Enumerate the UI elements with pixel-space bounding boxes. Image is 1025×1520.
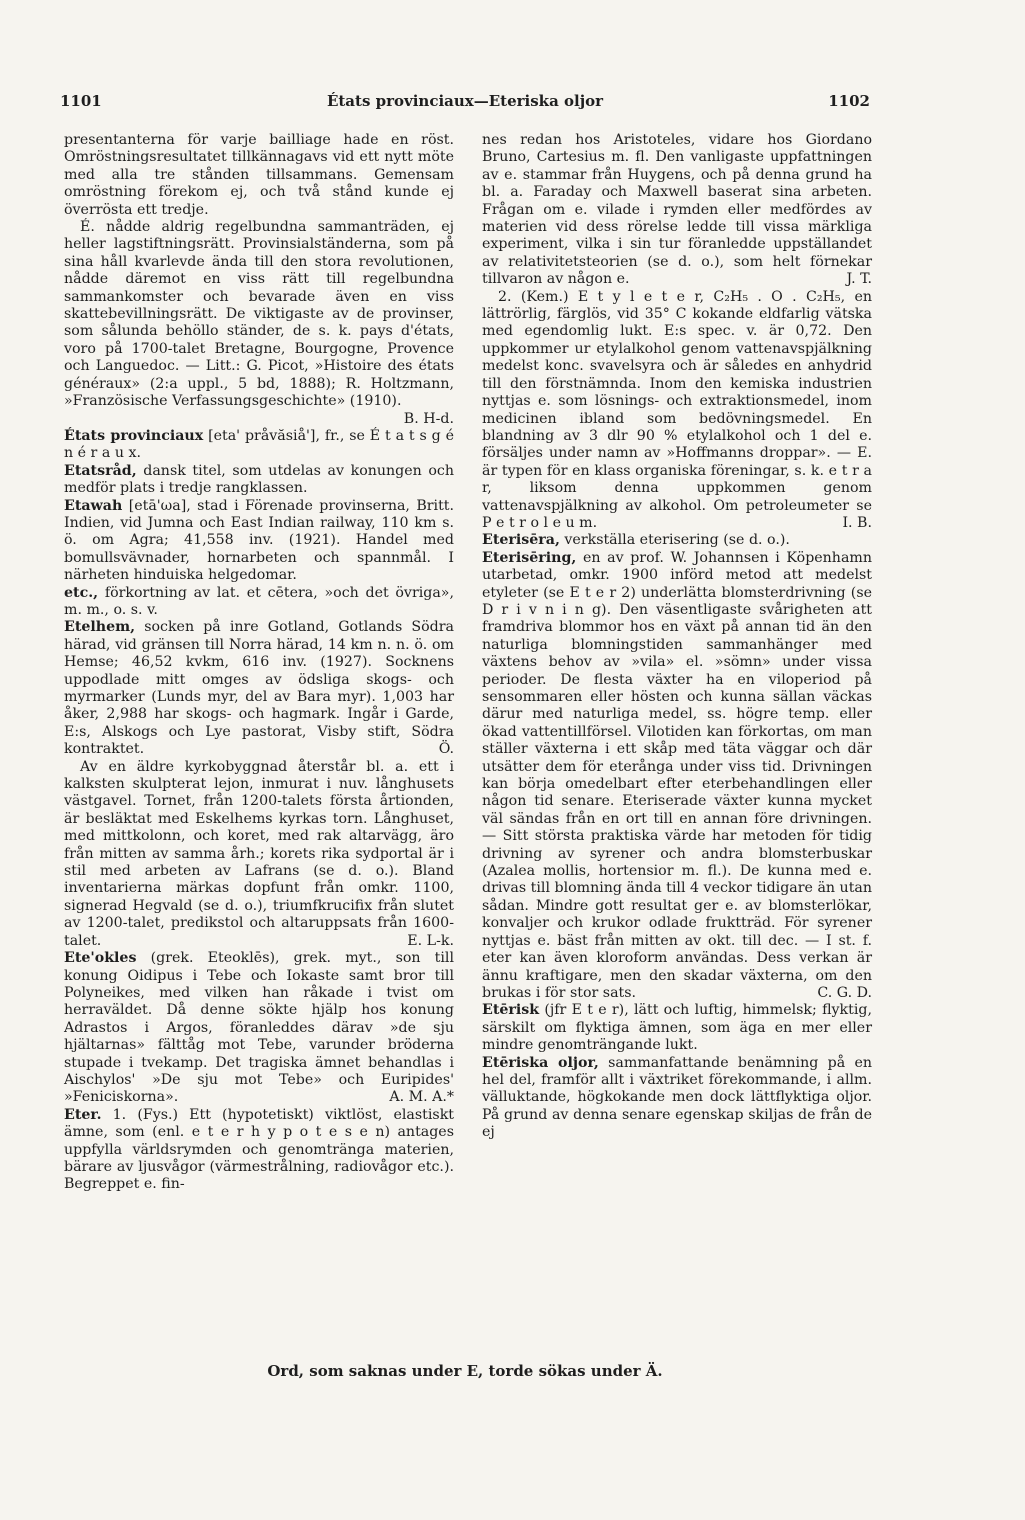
entry-text: sammanfattande benämning på en hel del, framför allt i växtriket förekommande, i allm. välluktande, högkokande men dock lättflyktiga oljor. På grund av denna senare egenskap skiljas de från de ej: [482, 1054, 872, 1141]
entry-text: [etā'ωa], stad i Förenade provinserna, Britt. Indien, vid Jumna och East Indian railway, 110 km s. ö. om Agra; 41,558 inv. (1921). Handel med bomullsvävnader, hornarbeten och spannmål. I närheten hinduiska helgedomar.: [64, 497, 454, 584]
entry-headword: etc.,: [64, 584, 99, 601]
paragraph-text: presentanterna för varje bailliage hade en röst. Omröstningsresultatet tillkännagavs vid ett nytt möte med alla tre stånden tillsammans. Gemensam omröstning förekom ej, och två stånd kunde ej överrösta ett tredje.: [64, 132, 454, 218]
entry-text: [eta' pråvăsiå'], fr., se É t a t s g é n é r a u x.: [64, 427, 454, 462]
entry-text: 1. (Fys.) Ett (hypotetiskt) viktlöst, elastiskt ämne, som (enl. e t e r h y p o t e s e n) antages uppfylla världsrymden och genomtränga materien, bärare av ljusvågor (värmestrålning, radiovågor etc.). Begreppet e. fin-: [64, 1106, 454, 1193]
entry-text: dansk titel, som utdelas av konungen och medför plats i tredje rangklassen.: [64, 462, 454, 497]
entry-text: (grek. Eteoklēs), grek. myt., son till konung Oidipus i Tebe och Iokaste samt bror till Polyneikes, med vilken han råkade i tvist om herraväldet. Då denne sökte hjälp hos konung Adrastos i Argos, föranleddes därav »de sju hjältarnas» fälttåg mot Tebe, varunder bröderna stupade i tvekamp. Det tragiska ämnet behandlas i Aischylos' »De sju mot Tebe» och Euripides' »Feniciskorna».: [64, 950, 454, 1106]
entry-headword: Etelhem,: [64, 619, 136, 636]
paragraph: [482, 289, 872, 533]
entry-headword: Etawah: [64, 497, 123, 514]
dictionary-entry: [64, 1107, 454, 1194]
entry-headword: Etatsråd,: [64, 462, 137, 479]
page-header: [60, 92, 870, 122]
entry-headword: Eter.: [64, 1106, 102, 1123]
dictionary-entry: [64, 498, 454, 585]
entry-headword: Eterisēring,: [482, 549, 577, 566]
paragraph: [64, 219, 454, 428]
paragraph-text: Av en äldre kyrkobyggnad återstår bl. a. ett i kalksten skulpterat lejon, inmurat i nuv. långhusets västgavel. Tornet, från 1200-talets första årtionden, är besläktat med Eskelhems kyrkas torn. Långhuset, med mittkolonn, och koret, med rak altarvägg, äro från mitten av samma årh.; korets rika sydportal är i stil med arbeten av Lafrans (se d. o.). Bland inventarierna märkas dopfunt från omkr. 1100, signerad Hegvald (se d. o.), triumfkrucifix från slutet av 1200-talet, predikstol och altaruppsats från 1600-talet.: [64, 758, 454, 949]
paragraph: [64, 759, 454, 950]
author-signature: I. B.: [842, 514, 872, 531]
entry-headword: Etēriska oljor,: [482, 1054, 599, 1071]
author-signature: J. T.: [846, 271, 872, 288]
author-signature: E. L-k.: [407, 932, 454, 949]
paragraph-text: É. nådde aldrig regelbundna sammanträden, ej heller lagstiftningsrätt. Provinsialständerna, som på sina håll kvarlevde ända till den stora revolutionen, nådde däremot en viss rätt till regelbundna sammankomster och bevarade även en viss skattebevillningsrätt. De viktigaste av de provinser, som sålunda behöllo ständer, de s. k. pays d'états, voro på 1700-talet Bretagne, Bourgogne, Provence och Languedoc. — Litt.: G. Picot, »Histoire des états généraux» (2:a uppl., 5 bd, 1888); R. Holtzmann, »Französische Verfassungsgeschichte» (1910).: [64, 219, 454, 410]
entry-text: förkortning av lat. et cētera, »och det övriga», m. m., o. s. v.: [64, 584, 454, 618]
author-signature: C. G. D.: [817, 984, 872, 1001]
paragraph-text: nes redan hos Aristoteles, vidare hos Giordano Bruno, Cartesius m. fl. Den vanligaste uppfattningen av e. stammar från Huygens, och på denna grund ha bl. a. Faraday och Maxwell baserat sina arbeten. Frågan om e. vilade i rymden eller medfördes av materien vid dess rörelse ledde till vissa märkliga experiment, vilka i sin tur föranledde uppställandet av relativitetsteorien (se d. o.), som helt förnekar tillvaron av någon e.: [482, 132, 872, 288]
dictionary-entry: [482, 532, 872, 549]
paragraph-text: 2. (Kem.) E t y l e t e r, C₂H₅ . O . C₂H₅, en lättrörlig, färglös, vid 35° C kokande eldfarlig vätska med egendomlig lukt. E:s spec. v. är 0,72. Den uppkommer ur etylalkohol genom vattenavspjälkning medelst konc. svavelsyra och är således en anhydrid till den förstnämnda. Inom den kemiska industrien nyttjas e. som lösnings- och extraktionsmedel, inom medicinen ibland som bedövningsmedel. En blandning av 3 dlr 90 % etylalkohol och 1 del e. försäljes under namn av »Hoffmanns droppar». — E. är typen för en klass organiska föreningar, s. k. e t r a r, liksom denna uppkommen genom vattenavspjälkning av alkohol. Om petroleumeter se P e t r o l e u m.: [482, 288, 872, 531]
dictionary-entry: [64, 950, 454, 1107]
entry-headword: Eterisēra,: [482, 532, 560, 549]
dictionary-entry: [482, 1002, 872, 1054]
entry-headword: Ete'okles: [64, 950, 137, 967]
entry-text: (jfr E t e r), lätt och luftig, himmelsk; flyktig, särskilt om flyktiga ämnen, som äga en mer eller mindre genomträngande lukt.: [482, 1002, 872, 1054]
dictionary-entry: [64, 428, 454, 463]
entry-text: socken på inre Gotland, Gotlands Södra härad, vid gränsen till Norra härad, 14 km n. n. ö. om Hemse; 46,52 kvkm, 616 inv. (1927). Socknens uppodlade mitt omges av ödsliga skogs- och myrmarker (Lunds myr, del av Bara myr). 1,003 har åker, 2,988 har skogs- och hagmark. Ingår i Garde, E:s, Alskogs och Lye pastorat, Visby stift, Södra kontraktet.: [64, 619, 454, 758]
left-column: [64, 132, 454, 1194]
dictionary-entry: [64, 585, 454, 620]
dictionary-entry: [482, 550, 872, 1003]
entry-text: en av prof. W. Johannsen i Köpenhamn utarbetad, omkr. 1900 införd metod att medelst etyleter (se E t e r 2) underlätta blomsterdrivning (se D r i v n i n g). Den väsentligaste svårigheten att framdriva blommor hos en växt på annan tid än den naturliga blomningstiden sammanhänger med växtens behov av »vila» el. »sömn» under vissa perioder. De flesta växter ha en viloperiod på sensommaren eller hösten och kunna sällan väckas därur med naturliga medel, ss. högre temp. eller ökad vattentillförsel. Vilotiden kan förkortas, om man ställer växterna i ett skåp med täta väggar och där utsätter dem för eterånga under viss tid. Drivningen kan börja omedelbart efter eterbehandlingen eller någon tid senare. Eteriserade växter kunna mycket väl sändas från en ort till en annan före drivningen. — Sitt största praktiska värde har metoden för tidig drivning av syrener och andra blomsterbuskar (Azalea mollis, hortensior m. fl.). De kunna med e. drivas till blomning ända till 4 veckor tidigare än utan sådan. Mindre gott resultat ger e. av blomsterlökar, konvaljer och krukor odlade fruktträd. För syrener nyttjas e. bäst från mitten av okt. till dec. — I st. f. eter kan även kloroform användas. Dess verkan är ännu kraftigare, men den skadar växterna, om den brukas i för stor sats.: [482, 549, 872, 1001]
entry-text: verkställa eterisering (se d. o.).: [564, 532, 790, 549]
running-head: États provinciaux—Eteriska oljor: [326, 92, 604, 110]
dictionary-entry: [482, 1055, 872, 1142]
author-signature: A. M. A.*: [389, 1089, 454, 1106]
page-number-left: 1101: [60, 92, 102, 110]
paragraph: [482, 132, 872, 289]
page-number-right: 1102: [828, 92, 870, 110]
author-signature: Ö.: [438, 741, 454, 758]
entry-headword: États provinciaux: [64, 427, 204, 444]
page-footer: Ord, som saknas under E, torde sökas under Ä.: [267, 1362, 663, 1380]
author-signature: B. H-d.: [403, 410, 454, 427]
right-column: [482, 132, 872, 1142]
dictionary-entry: [64, 463, 454, 498]
dictionary-entry: [64, 619, 454, 758]
entry-headword: Etērisk: [482, 1002, 540, 1019]
paragraph: [64, 132, 454, 219]
